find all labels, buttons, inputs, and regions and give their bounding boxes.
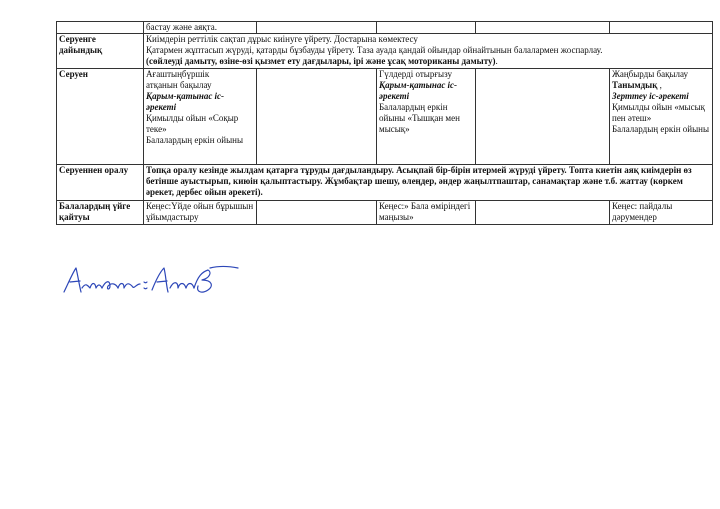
empty-cell — [57, 22, 144, 34]
table-row-preparation — [57, 34, 713, 69]
empty-cell — [257, 22, 377, 34]
cell-home-wednesday: Кеңес:» Бала өміріндегі маңызы» — [377, 201, 476, 225]
table-row-home — [57, 201, 713, 225]
empty-cell — [476, 201, 610, 225]
preparation-line-1: Киімдерін реттілік сақтап дұрыс киінуге үйрету. Достарына көмектесу — [146, 34, 418, 44]
table-row-top — [57, 22, 713, 34]
empty-cell — [377, 22, 476, 34]
row-header-preparation: Серуенге дайындық — [57, 34, 144, 69]
empty-cell — [476, 69, 610, 165]
empty-cell — [257, 201, 377, 225]
handwritten-signature — [62, 262, 242, 298]
cell-preparation-text: Киімдерін реттілік сақтап дұрыс киінуге үйрету. Достарына көмектесу Қатармен жұптасып жүруді, қатарды бұзбауды үйрету. Таза ауада қандай ойындар ойнайтынын балалармен жоспарлау. (сөйлеуді дамыту, өзіне-өзі қызмет ету дағдылары, ірі және ұсақ моториканы дамыту). — [144, 34, 713, 69]
cell-walk-friday: Жаңбырды бақылау Танымдық , Зерттеу іс-әрекеті Қимылды ойын «мысық пен әтеш» Балалардың еркін ойыны — [610, 69, 713, 165]
row-header-return: Серуеннен оралу — [57, 165, 144, 201]
cell-walk-monday: Ағаштыңбүршік атқанын бақылау Қарым-қатынас іс-әрекеті Қимылды ойын «Соқыр теке» Балалардың еркін ойыны — [144, 69, 257, 165]
row-header-walk: Серуен — [57, 69, 144, 165]
empty-cell — [257, 69, 377, 165]
empty-cell — [610, 22, 713, 34]
empty-cell — [476, 22, 610, 34]
preparation-line-2: Қатармен жұптасып жүруді, қатарды бұзбауды үйрету. Таза ауада қандай ойындар ойнайтынын балалармен жоспарлау. — [146, 45, 603, 55]
cell-return-text: Топқа оралу кезінде жылдам қатарға тұруды дағдыландыру. Асықпай бір-бірін итермей жүруді үйрету. Топта киетін аяқ киімдерін өз бетінше ауыстырып, киюін қалыптастыру. Жұмбақтар шешу, өлеңдер, әндер жаңылтпаштар, санамақтар және т.б. жаттау (көркем әрекет, дербес ойын әрекеті). — [144, 165, 713, 201]
table-row-return — [57, 165, 713, 201]
daily-plan-table — [56, 21, 713, 225]
row-header-home: Балалардың үйге қайтуы — [57, 201, 144, 225]
cell-home-friday: Кеңес: пайдалы дәрумендер — [610, 201, 713, 225]
cell-walk-wednesday: Гүлдерді отырғызу Қарым-қатынас іс-әрекеті Балалардың еркін ойыны «Тышқан мен мысық» — [377, 69, 476, 165]
table-row-walk — [57, 69, 713, 165]
cell-home-monday: Кеңес:Үйде ойын бұрышын ұйымдастыру — [144, 201, 257, 225]
cell-top-text: бастау және аяқта. — [144, 22, 257, 34]
preparation-skills-note: (сөйлеуді дамыту, өзіне-өзі қызмет ету дағдылары, ірі және ұсақ моториканы дамыту) — [146, 56, 496, 66]
